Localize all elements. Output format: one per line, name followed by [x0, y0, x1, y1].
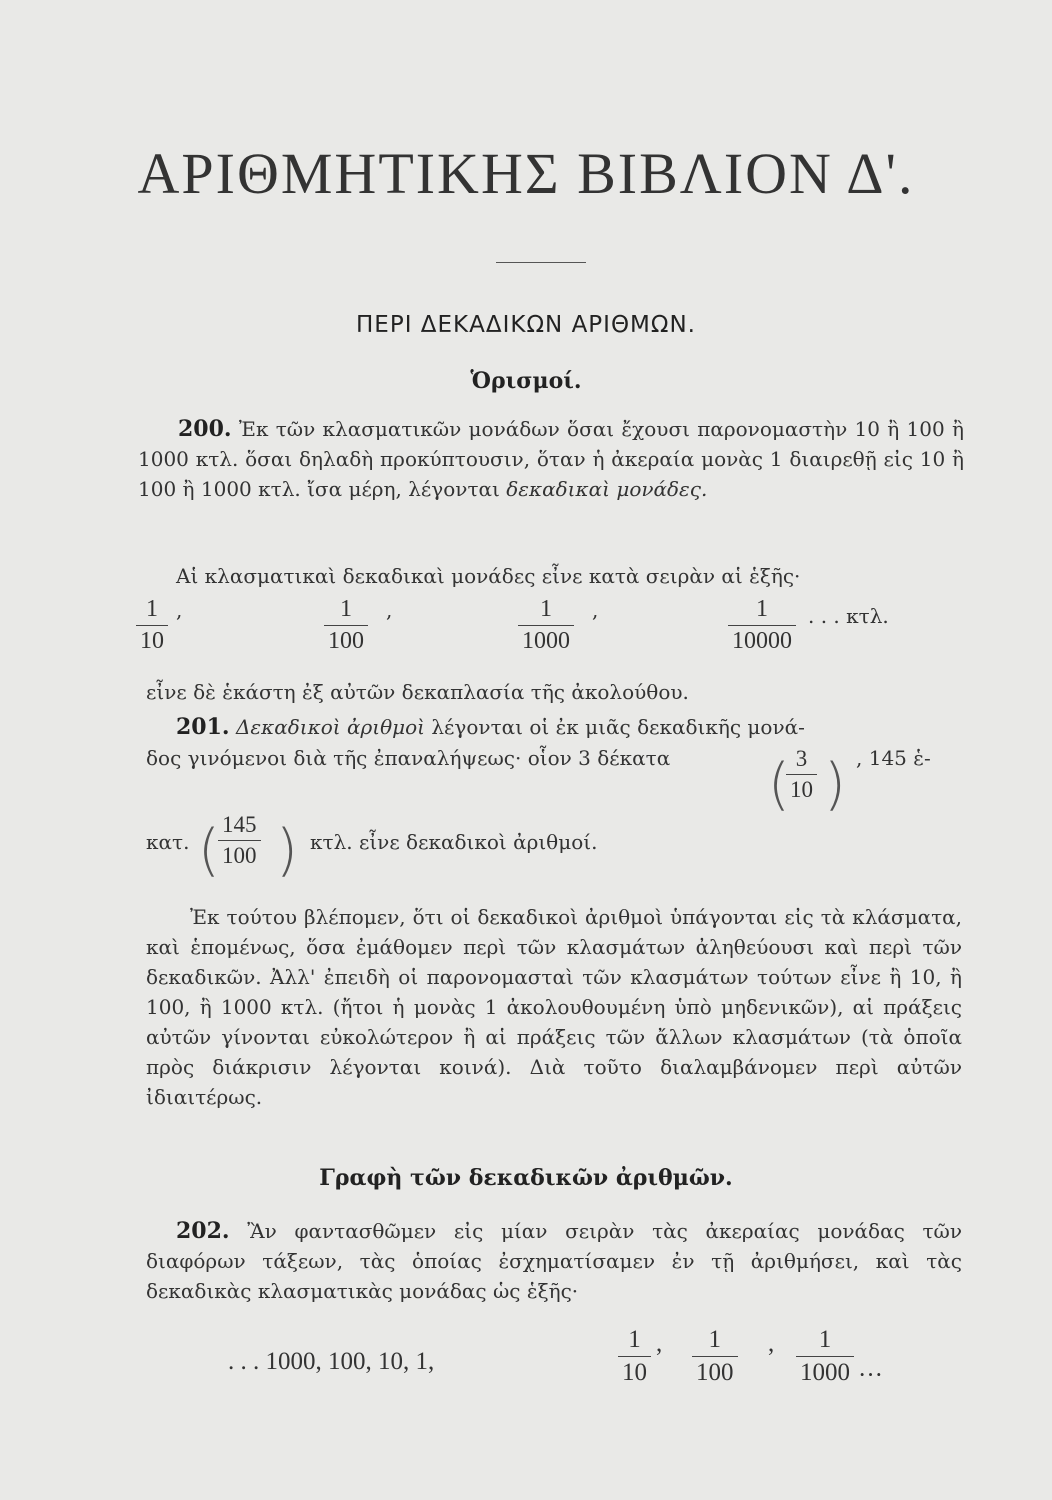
paragraph-201-line-3-end: κτλ. εἶνε δεκαδικοὶ ἀριθμοί.: [310, 830, 598, 854]
fraction-separator: ,: [768, 1330, 775, 1357]
section-title: ΠΕΡΙ ΔΕΚΑΔΙΚΩΝ ΑΡΙΘΜΩΝ.: [356, 312, 696, 338]
paragraph-200: [138, 414, 964, 504]
fraction-numerator: 1: [340, 596, 352, 622]
subsection-title: Ὁρισμοί.: [470, 368, 582, 394]
unit-fraction: [518, 596, 574, 655]
right-parenthesis: ): [824, 752, 846, 817]
fraction-denominator: 10000: [728, 625, 796, 655]
fraction-separator: ,: [176, 598, 183, 622]
fraction-denominator: 10: [136, 625, 168, 655]
fraction-numerator: 1: [756, 596, 768, 622]
paragraph-201-line-2: δος γινόμενοι διὰ τῆς ἐπαναλήψεως· οἷον 3 δέκατα: [146, 746, 671, 770]
fraction-separator: ,: [592, 598, 599, 622]
paragraph-201-line-3-start: κατ.: [146, 830, 190, 854]
heading-decimal-writing: Γραφὴ τῶν δεκαδικῶν ἀριθμῶν.: [319, 1165, 733, 1191]
fraction-denominator: 100: [692, 1356, 738, 1387]
fraction-numerator: 3: [795, 746, 808, 771]
sequence-fraction: [618, 1326, 651, 1387]
paragraph-text: λέγονται οἱ ἐκ μιᾶς δεκαδικῆς μονά-: [425, 715, 805, 739]
fraction-denominator: 100: [218, 840, 261, 869]
unit-fraction: [136, 596, 168, 655]
defined-term: Δεκαδικοὶ ἀριθμοὶ: [229, 715, 426, 739]
sequence-fraction: [796, 1326, 854, 1387]
fraction-numerator: 1: [146, 596, 158, 622]
book-title: ΑΡΙΘΜΗΤΙΚΗΣ ΒΙΒΛΙΟΝ Δ'.: [137, 141, 915, 206]
unit-fraction: [324, 596, 368, 655]
fraction-numerator: 1: [708, 1326, 721, 1353]
paragraph-consequence: Ἐκ τούτου βλέπομεν, ὅτι οἱ δεκαδικοὶ ἀριθμοὶ ὑπάγονται εἰς τὰ κλάσματα, καὶ ἑπομένως, ὅσα ἐμάθομεν περὶ τῶν κλασμάτων ἀληθεύουσι καὶ περὶ τῶν δεκαδικῶν. Ἀλλ' ἐπειδὴ οἱ παρονομασταὶ τῶν κλασμάτων τούτων εἶνε ἢ 10, ἢ 100, ἢ 1000 κτλ. (ἤτοι ἡ μονὰς 1 ἀκολουθουμένη ὑπὸ μηδενικῶν), αἱ πράξεις αὐτῶν γίνονται εὐκολώτερον ἢ αἱ πράξεις τῶν ἄλλων κλασμάτων (τὰ ὁποῖα πρὸς διάκρισιν λέγονται κοινά). Διὰ τοῦτο διαλαμβάνομεν περὶ αὐτῶν ἰδιαιτέρως.: [146, 905, 962, 1109]
left-parenthesis: (: [768, 752, 790, 817]
paragraph-text: Ἂν φαντασθῶμεν εἰς μίαν σειρὰν τὰς ἀκεραίας μονάδας τῶν διαφόρων τάξεων, τὰς ὁποίας ἐσχηματίσαμεν ἐν τῇ ἀριθμήσει, καὶ τὰς δεκαδικὰς κλασματικὰς μονάδας ὡς ἑξῆς·: [146, 1219, 962, 1303]
fraction-numerator: 1: [628, 1326, 641, 1353]
fraction-denominator: 1000: [518, 625, 574, 655]
units-intro: Αἱ κλασματικαὶ δεκαδικαὶ μονάδες εἶνε κατὰ σειρὰν αἱ ἑξῆς·: [176, 564, 801, 588]
integer-sequence: . . . 1000, 100, 10, 1,: [228, 1348, 435, 1375]
fraction-separator: ,: [656, 1330, 663, 1357]
fraction-numerator: 145: [222, 812, 257, 837]
fraction-denominator: 100: [324, 625, 368, 655]
fraction-denominator: 10: [618, 1356, 651, 1387]
fraction-denominator: 10: [786, 774, 817, 803]
units-after: εἶνε δὲ ἑκάστη ἐξ αὐτῶν δεκαπλασία τῆς ἀκολούθου.: [146, 680, 689, 704]
paragraph-number: 201.: [176, 714, 230, 740]
unit-fraction: [728, 596, 796, 655]
example-fraction: [786, 746, 817, 803]
title-divider: [496, 262, 586, 263]
right-parenthesis: ): [276, 818, 298, 883]
sequence-continuation: ···: [858, 1362, 883, 1389]
paragraph-201-line-1: [176, 714, 805, 740]
paragraph-202: [146, 1216, 962, 1306]
left-parenthesis: (: [198, 818, 220, 883]
sequence-fraction: [692, 1326, 738, 1387]
paragraph-201-line-2-end: , 145 ἑ-: [856, 746, 931, 770]
fraction-separator: . . . κτλ.: [808, 604, 889, 628]
fraction-numerator: 1: [818, 1326, 832, 1353]
paragraph-text: Ἐκ τῶν κλασματικῶν μονάδων ὅσαι ἔχουσι παρονομαστὴν 10 ἢ 100 ἢ 1000 κτλ. ὅσαι δηλαδὴ προκύπτουσιν, ὅταν ἡ ἀκεραία μονὰς 1 διαιρεθῇ εἰς 10 ἢ 100 ἢ 1000 κτλ. ἴσα μέρη, λέγονται: [138, 417, 964, 501]
fraction-denominator: 1000: [796, 1356, 854, 1387]
fraction-numerator: 1: [540, 596, 552, 622]
paragraph-number: 200.: [178, 416, 232, 442]
paragraph-number: 202.: [176, 1218, 230, 1244]
fraction-separator: ,: [386, 598, 393, 622]
defined-term: δεκαδικαὶ μονάδες.: [506, 477, 708, 501]
example-fraction: [218, 812, 261, 869]
